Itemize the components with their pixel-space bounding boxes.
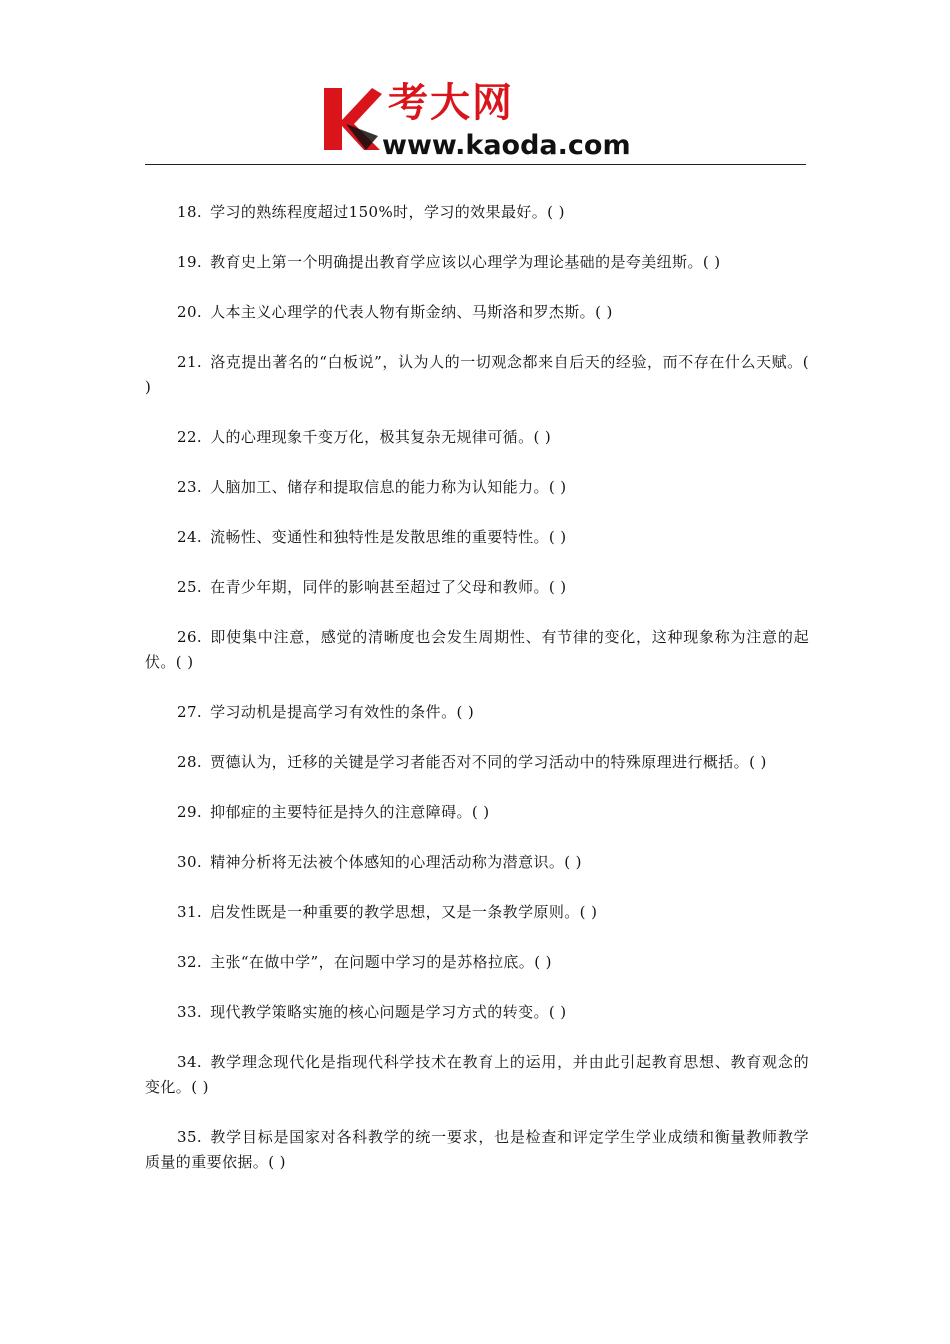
question-number: 25.: [177, 578, 203, 596]
question-number: 32.: [177, 953, 203, 971]
question-number: 24.: [177, 528, 203, 546]
header-divider: [145, 164, 806, 165]
question-item: [145, 575, 809, 600]
question-text: 学习动机是提高学习有效性的条件。( ): [210, 703, 475, 721]
logo-url-text: www.kaoda.com: [382, 130, 631, 161]
question-item: [145, 800, 809, 825]
question-text: 教学目标是国家对各科教学的统一要求，也是检查和评定学生学业成绩和衡量教师教学质量的重要依据。( ): [145, 1128, 809, 1171]
question-number: 27.: [177, 703, 203, 721]
question-item: [145, 250, 809, 275]
question-text: 抑郁症的主要特征是持久的注意障碍。( ): [210, 803, 490, 821]
question-text: 在青少年期，同伴的影响甚至超过了父母和教师。( ): [210, 578, 567, 596]
question-text: 现代教学策略实施的核心问题是学习方式的转变。( ): [210, 1003, 567, 1021]
k-logo-icon: [320, 84, 384, 154]
question-number: 31.: [177, 903, 203, 921]
question-number: 23.: [177, 478, 203, 496]
question-text: 主张“在做中学”，在问题中学习的是苏格拉底。( ): [210, 953, 552, 971]
question-text: 贾德认为，迁移的关键是学习者能否对不同的学习活动中的特殊原理进行概括。( ): [210, 753, 767, 771]
question-number: 19.: [177, 253, 203, 271]
question-item: [145, 700, 809, 725]
question-item: [145, 950, 809, 975]
question-text: 流畅性、变通性和独特性是发散思维的重要特性。( ): [210, 528, 567, 546]
question-number: 20.: [177, 303, 203, 321]
question-text: 即使集中注意，感觉的清晰度也会发生周期性、有节律的变化，这种现象称为注意的起伏。( ): [145, 628, 809, 671]
question-text: 学习的熟练程度超过150%时，学习的效果最好。( ): [210, 203, 565, 221]
question-list: [145, 200, 809, 1200]
question-number: 33.: [177, 1003, 203, 1021]
question-item: [145, 1050, 809, 1100]
question-number: 34.: [177, 1053, 203, 1071]
question-number: 26.: [177, 628, 203, 646]
question-item: [145, 625, 809, 675]
question-item: [145, 200, 809, 225]
question-item: [145, 300, 809, 325]
question-item: [145, 475, 809, 500]
question-item: [145, 425, 809, 450]
question-number: 18.: [177, 203, 203, 221]
logo-chinese-text: 考大网: [388, 80, 514, 126]
question-text: 精神分析将无法被个体感知的心理活动称为潜意识。( ): [210, 853, 582, 871]
question-item: [145, 525, 809, 550]
question-number: 21.: [177, 353, 203, 371]
question-text: 洛克提出著名的“白板说”，认为人的一切观念都来自后天的经验，而不存在什么天赋。( ): [145, 353, 809, 396]
question-item: [145, 350, 809, 400]
question-text: 教育史上第一个明确提出教育学应该以心理学为理论基础的是夸美纽斯。( ): [210, 253, 721, 271]
question-number: 30.: [177, 853, 203, 871]
question-item: [145, 1000, 809, 1025]
question-number: 22.: [177, 428, 203, 446]
page-header: [145, 72, 806, 164]
question-item: [145, 750, 809, 775]
question-item: [145, 1125, 809, 1175]
question-number: 28.: [177, 753, 203, 771]
question-number: 35.: [177, 1128, 203, 1146]
site-logo[interactable]: [320, 80, 640, 160]
question-number: 29.: [177, 803, 203, 821]
question-text: 教学理念现代化是指现代科学技术在教育上的运用，并由此引起教育思想、教育观念的变化。( ): [145, 1053, 809, 1096]
question-item: [145, 850, 809, 875]
question-text: 启发性既是一种重要的教学思想，又是一条教学原则。( ): [210, 903, 598, 921]
question-text: 人本主义心理学的代表人物有斯金纳、马斯洛和罗杰斯。( ): [210, 303, 613, 321]
question-text: 人的心理现象千变万化，极其复杂无规律可循。( ): [210, 428, 552, 446]
question-item: [145, 900, 809, 925]
question-text: 人脑加工、储存和提取信息的能力称为认知能力。( ): [210, 478, 567, 496]
